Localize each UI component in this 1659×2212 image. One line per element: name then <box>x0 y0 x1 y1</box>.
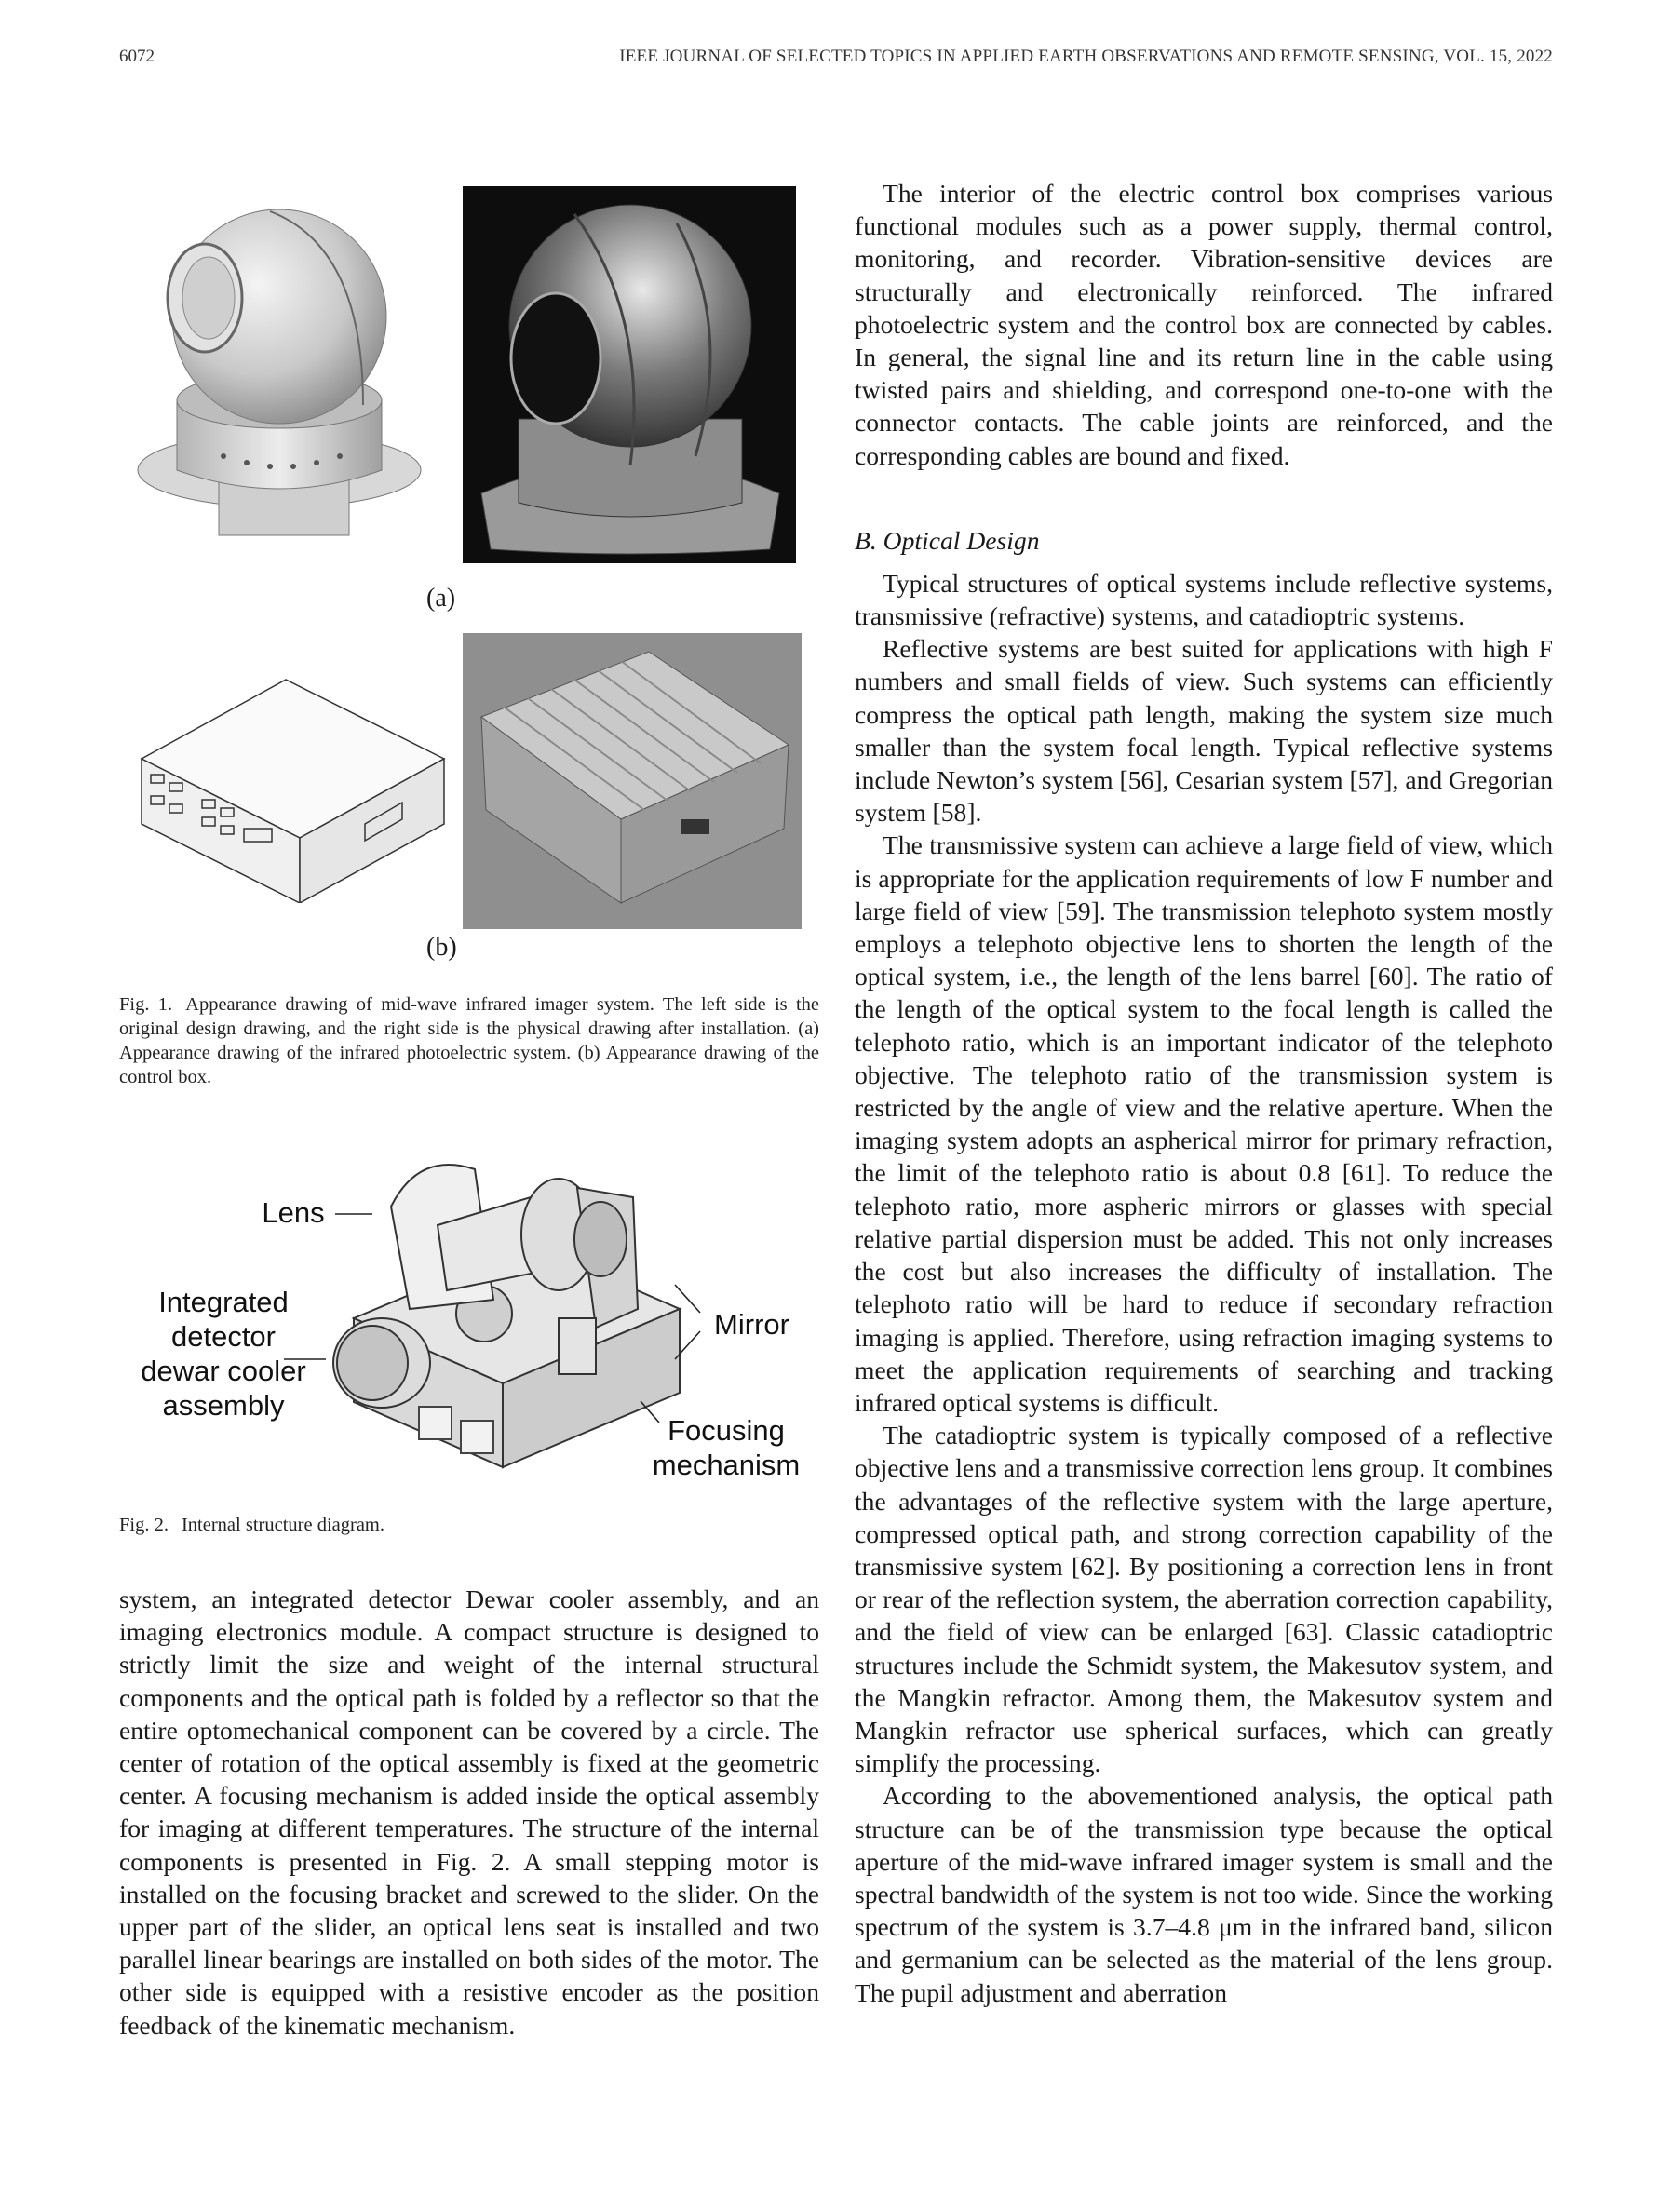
fig1a-label: (a) <box>426 584 456 613</box>
fig2-callout-mirror: Mirror <box>714 1308 789 1341</box>
section-title-optical-design: B. Optical Design <box>855 525 1040 555</box>
paragraph-optical-structures: Typical structures of optical systems include reflective systems, transmissive (refractive) systems, and catadioptric systems. <box>855 568 1553 631</box>
focusing-line-2: mechanism <box>652 1449 801 1481</box>
paragraph-analysis: According to the abovementioned analysis, the optical path structure can be of the transmission type because the optical aperture of the mid-wave infrared imager system is small and the spectral bandwidth of the system is not too wide. Since the working spectrum of the system is 3.7–4.8 μm in the infrared band, silicon and germanium can be selected as the material of the lens group. The pupil adjustment and aberration <box>855 1781 1553 2007</box>
fig2-callout-detector <box>130 1285 317 1423</box>
paragraph-control-box: The interior of the electric control box comprises various functional modules such as a power supply, thermal control, monitoring, and recorder. Vibration-sensitive devices are structurally and electronically reinforced. The infrared photoelectric system and the control box are connected by cables. In general, the signal line and its return line in the cable using twisted pairs and shielding, and correspond one-to-one with the connector contacts. The cable joints are reinforced, and the corresponding cables are bound and fixed. <box>855 179 1553 470</box>
fig2-callout-lens: Lens <box>262 1196 325 1229</box>
fig1-caption-number: Fig. 1. <box>119 994 173 1015</box>
fig2-caption-text: Internal structure diagram. <box>181 1515 384 1535</box>
paragraph-reflective-systems: Reflective systems are best suited for applications with high F numbers and small fields of view. Such systems can efficiently compress the optical path length, making the system size much smaller than the system focal length. Typical reflective systems include Newton’s system [56], Cesarian system [57], and Gregorian system [58]. <box>855 634 1553 828</box>
detector-line-1: Integrated <box>158 1286 289 1318</box>
left-paragraph: system, an integrated detector Dewar cooler assembly, and an imaging electronics module. A compact structure is designed to strictly limit the size and weight of the internal structural components and the optical path is folded by a reflector so that the entire optomechanical component can be covered by a circle. The center of rotation of the optical assembly is fixed at the geometric center. A focusing mechanism is added inside the optical assembly for imaging at different temperatures. The structure of the internal components is presented in Fig. 2. A small stepping motor is installed on the focusing bracket and screwed to the slider. On the upper part of the slider, an optical lens seat is installed and two parallel linear bearings are installed on both sides of the motor. The other side is equipped with a resistive encoder as the position feedback of the kinematic mechanism. <box>119 1585 819 2040</box>
fig2-callout-focusing <box>652 1413 801 1482</box>
fig1b-label: (b) <box>426 933 457 962</box>
fig2-caption <box>119 1513 819 1537</box>
detector-line-4: assembly <box>162 1389 285 1422</box>
page-number: 6072 <box>119 47 155 66</box>
detector-line-3: dewar cooler <box>141 1355 306 1387</box>
journal-title: IEEE JOURNAL OF SELECTED TOPICS IN APPLIED EARTH OBSERVATIONS AND REMOTE SENSING, VOL. 15, 2022 <box>619 47 1553 66</box>
left-column-body <box>119 1583 819 2042</box>
fig2-caption-number: Fig. 2. <box>119 1515 169 1535</box>
paragraph-catadioptric-systems: The catadioptric system is typically composed of a reflective objective lens and a transmissive correction lens group. It combines the advantages of the reflective system with the large aperture, compressed optical path, and strong correction capability of the transmissive system [62]. By positioning a correction lens in front or rear of the reflection system, the aberration correction capability, and the field of view can be enlarged [63]. Classic catadioptric structures include the Schmidt system, the Makesutov system, and the Mangkin refractor. Among them, the Makesutov system and Mangkin refractor use spherical surfaces, which can greatly simplify the processing. <box>855 1421 1553 1778</box>
right-column-body <box>855 177 1553 2009</box>
fig1-caption-text: Appearance drawing of mid-wave infrared imager system. The left side is the original design drawing, and the right side is the physical drawing after installation. (a) Appearance drawing of the infrared photoelectric system. (b) Appearance drawing of the control box. <box>119 994 819 1087</box>
focusing-line-1: Focusing <box>668 1414 785 1447</box>
paragraph-transmissive-systems: The transmissive system can achieve a large field of view, which is appropriate for the application requirements of low F number and large field of view [59]. The transmission telephoto system mostly employs a telephoto objective lens to shorten the length of the optical system, i.e., the length of the lens barrel [60]. The ratio of the length of the optical system to the focal length is called the telephoto ratio, which is an important indicator of the telephoto objective. The telephoto ratio of the transmission system is restricted by the angle of view and the relative aperture. When the imaging system adopts an aspherical mirror for primary refraction, the limit of the telephoto ratio is about 0.8 [61]. To reduce the telephoto ratio, more aspheric mirrors or glasses with special relative partial dispersion must be added. This not only increases the cost but also increases the difficulty of installation. The telephoto ratio will be hard to reduce if secondary refraction imaging is applied. Therefore, using refraction imaging systems to meet the application requirements of searching and tracking infrared optical systems is difficult. <box>855 830 1553 1417</box>
detector-line-2: detector <box>170 1320 276 1353</box>
